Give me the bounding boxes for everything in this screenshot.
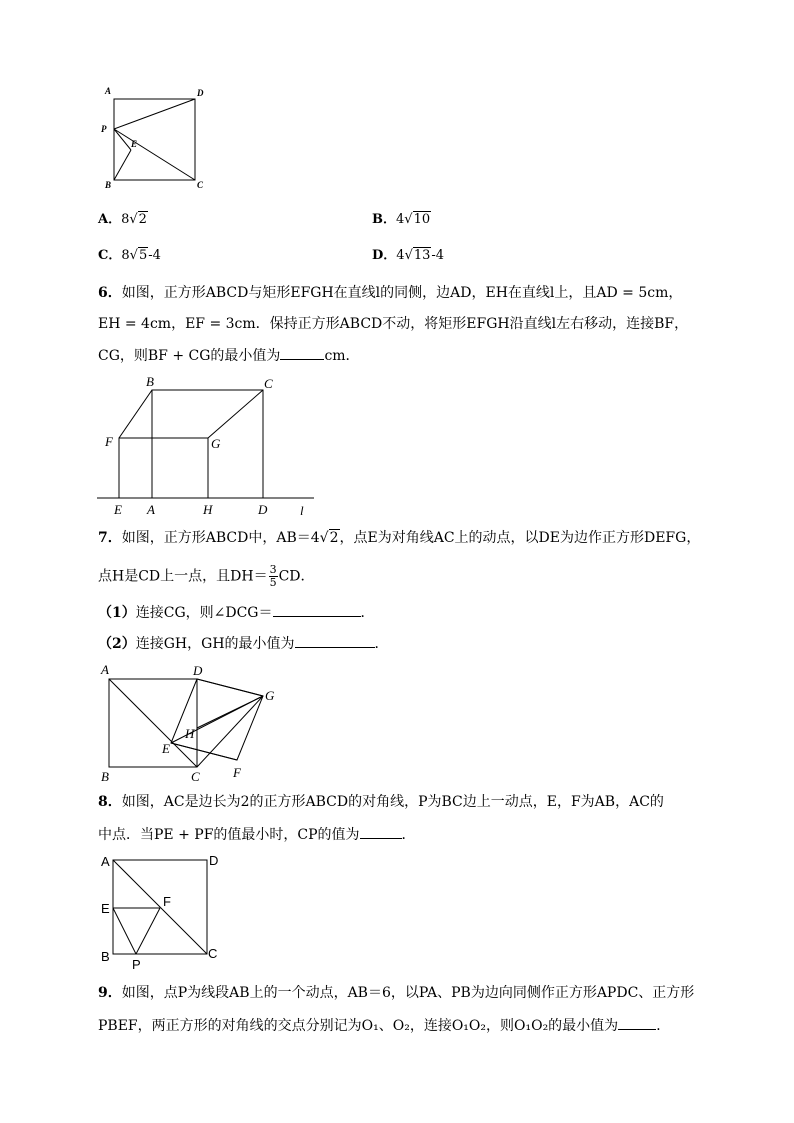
q5-label-p: P — [101, 124, 107, 134]
q7-number: 7． — [98, 530, 122, 546]
q6-label-b: B — [146, 374, 154, 389]
q9-answer-blank[interactable] — [618, 1015, 656, 1030]
q5-option-d-tail: -4 — [431, 248, 445, 263]
q8-line-1: 8．如图，AC是边长为2的正方形ABCD的对角线，P为BC边上一动点，E，F为AB，AC的 — [98, 794, 664, 810]
q8-label-f: F — [163, 894, 171, 909]
q7-label-d: D — [193, 663, 203, 678]
q8-segment-ep — [113, 908, 136, 954]
q7-label-f: F — [233, 765, 241, 780]
q5-option-b-coef: 4 — [396, 212, 405, 227]
q5-option-b-key: B． — [372, 212, 396, 227]
q7-label-b: B — [101, 769, 109, 784]
q5-option-a-key: A． — [98, 212, 122, 227]
q5-option-a[interactable] — [98, 210, 148, 230]
q5-option-d-sqrt: √13 — [404, 248, 431, 263]
q9-number: 9． — [98, 985, 122, 1001]
q6-line-2: EH = 4cm，EF = 3cm．保持正方形ABCD不动，将矩形EFGH沿直线l左右移动，连接BF， — [98, 316, 689, 332]
q7-label-a: A — [101, 662, 109, 677]
q6-label-e: E — [114, 502, 122, 517]
q5-option-a-coef: 8 — [121, 212, 130, 227]
q5-label-b: B — [105, 180, 112, 190]
q7-segment-dg — [197, 679, 263, 696]
q7-segment-hg — [197, 696, 263, 728]
q8-label-p: P — [132, 957, 141, 972]
q5-label-d: D — [197, 88, 204, 98]
q5-label-e: E — [131, 139, 138, 149]
q6-line-1: 6．如图，正方形ABCD与矩形EFGH在直线l的同侧，边AD，EH在直线l上，且AD = 5cm， — [98, 285, 683, 301]
q7-label-e: E — [162, 741, 170, 756]
q6-figure — [95, 372, 320, 520]
q5-option-c-tail: -4 — [148, 248, 161, 263]
q7-label-h: H — [185, 726, 195, 741]
q5-segment-pd — [114, 99, 195, 129]
q8-label-e: E — [101, 901, 110, 916]
q5-segment-be — [114, 150, 131, 180]
q5-option-b[interactable] — [372, 210, 431, 230]
q9-line-1: 9．如图，点P为线段AB上的一个动点，AB＝6，以PA、PB为边向同侧作正方形APDC、正方形 — [98, 985, 695, 1001]
q8-segment-fp — [136, 908, 160, 954]
q6-label-g: G — [211, 436, 221, 451]
q5-square — [114, 99, 195, 180]
q5-option-c-coef: 8 — [121, 248, 130, 263]
q5-segment-pc — [114, 129, 195, 180]
q7-segment-cg — [197, 696, 263, 767]
q5-option-c-key: C． — [98, 248, 122, 263]
q6-line-3: CG，则BF + CG的最小值为 cm． — [98, 345, 360, 366]
q7-line-2: 点H是CD上一点，且DH＝ $\frac{3}{5}$ CD． — [98, 563, 315, 589]
q7-answer-blank-1[interactable] — [273, 602, 361, 617]
q8-label-d: D — [209, 853, 219, 868]
q7-label-c: C — [191, 769, 200, 784]
q5-label-c: C — [197, 180, 204, 190]
q8-number: 8． — [98, 794, 122, 810]
q6-label-f: F — [105, 434, 113, 449]
q5-option-d-key: D． — [372, 248, 397, 263]
q8-label-b: B — [101, 949, 110, 964]
q7-figure — [95, 660, 285, 785]
q5-option-c[interactable] — [98, 246, 161, 266]
q6-label-l: l — [300, 503, 304, 518]
q5-option-a-sqrt: √2 — [129, 212, 147, 227]
q5-option-d-coef: 4 — [396, 248, 405, 263]
q7-fraction: $\frac{3}{5}$ — [269, 563, 277, 589]
q7-sub-1: （1）连接CG，则∠DCG＝ ． — [98, 602, 375, 623]
q8-label-c: C — [208, 946, 218, 961]
q7-sub-2: （2）连接GH，GH的最小值为 ． — [98, 633, 389, 654]
q6-answer-blank[interactable] — [280, 345, 324, 360]
q5-figure — [95, 84, 210, 194]
q5-option-b-sqrt: √10 — [404, 212, 431, 227]
q6-label-h: H — [203, 502, 213, 517]
q6-label-d: D — [258, 502, 268, 517]
q8-figure — [95, 850, 225, 972]
q7-label-g: G — [265, 688, 275, 703]
q8-diagonal-ac — [113, 860, 207, 954]
q6-label-c: C — [264, 376, 273, 391]
q8-line-2: 中点．当PE + PF的值最小时，CP的值为 ． — [98, 824, 416, 845]
q8-label-a: A — [101, 854, 110, 869]
q5-option-c-sqrt: √5 — [129, 248, 148, 263]
q6-segment-cg — [208, 390, 263, 438]
q6-segment-bf — [119, 390, 152, 438]
q5-segment-pe — [114, 129, 131, 150]
q7-sqrt: √2 — [319, 530, 339, 546]
q9-line-2: PBEF，两正方形的对角线的交点分别记为O₁、O₂，连接O₁O₂，则O₁O₂的最小值为 ． — [98, 1015, 670, 1036]
q5-label-a: A — [105, 86, 112, 96]
q5-option-d[interactable] — [372, 246, 444, 266]
q6-number: 6． — [98, 285, 122, 301]
q6-label-a: A — [147, 502, 155, 517]
q6-rect-efgh — [119, 438, 208, 498]
q7-line-1: 7．如图，正方形ABCD中，AB＝4√2，点E为对角线AC上的动点，以DE为边作正方形DEFG， — [98, 530, 701, 546]
q7-diagonal-ac — [109, 679, 197, 767]
q7-answer-blank-2[interactable] — [295, 633, 375, 648]
q8-answer-blank[interactable] — [360, 824, 402, 839]
